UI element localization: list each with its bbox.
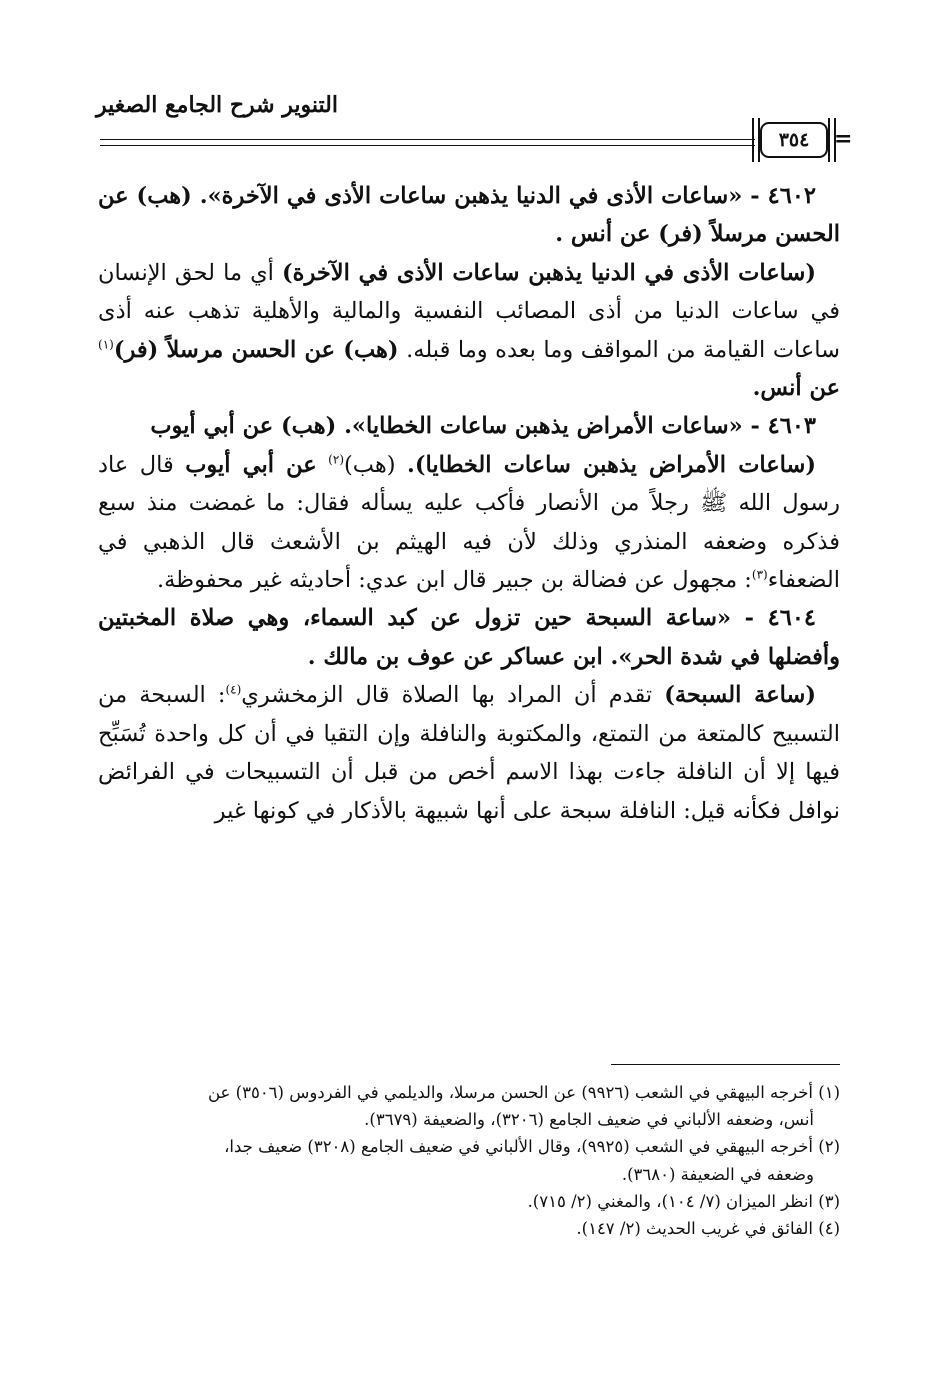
hadith-4602 (98, 177, 840, 254)
footnotes (98, 1079, 840, 1242)
commentary-source: (هب) عن الحسن مرسلاً (فر) (113, 336, 399, 363)
commentary-text-cont: : السبحة من التسبيح كالمتعة من التمتع، والمكتوبة والنافلة وإن التقيا في أن كل واحدة تُسَبِّح فيها إلا أن النافلة جاءت بهذا الاسم أخص من قبل أن التسبيحات في الفرائض نوافل فكأنه قيل: النافلة سبحة على أنها شبيهة بالأذكار في كونها غير (98, 682, 840, 824)
footnote-4: (٤) الفائق في غريب الحديث (٢/ ١٤٧). (576, 1219, 840, 1239)
commentary-4603 (98, 446, 840, 600)
footnote-ref-3: (٣) (751, 567, 768, 582)
main-text (98, 177, 840, 830)
footnote-3: (٣) انظر الميزان (٧/ ١٠٤)، والمغني (٢/ ٧١٥). (527, 1191, 840, 1211)
hadith-text: - «ساعة السبحة حين تزول عن كبد السماء، وهي صلاة المخبتين وأفضلها في شدة الحر». ابن عساكر عن عوف بن مالك . (98, 605, 840, 670)
commentary-text: تقدم أن المراد بها الصلاة قال الزمخشري (241, 682, 653, 709)
commentary-lemma: (ساعات الأذى في الدنيا يذهبن ساعات الأذى في الآخرة) (282, 259, 816, 286)
hadith-number: ٤٦٠٣ (767, 413, 816, 440)
commentary-lemma: (ساعات الأمراض يذهبن ساعات الخطايا). (407, 451, 817, 478)
header-rule-bottom (100, 145, 755, 146)
footnote-2: (٢) أخرجه البيهقي في الشعب (٩٩٢٥)، وقال الألباني في ضعيف الجامع (٣٢٠٨) ضعيف جدا، (224, 1137, 840, 1157)
footnote-1: (١) أخرجه البيهقي في الشعب (٩٩٢٦) عن الحسن مرسلا، والديلمي في الفردوس (٣٥٠٦) عن (208, 1083, 840, 1102)
hadith-text: - «ساعات الأمراض يذهبن ساعات الخطايا». (هب) عن أبي أيوب (150, 413, 760, 440)
footnote-ref-2: (٢) (328, 452, 344, 467)
commentary-source: (هب) (344, 451, 396, 478)
footnote-1-cont: أنس، وضعفه الألباني في ضعيف الجامع (٣٢٠٦)، والضعيفة (٣٦٧٩). (364, 1110, 814, 1130)
page-number: ٣٥٤ (760, 122, 828, 158)
commentary-4604 (98, 676, 840, 830)
hadith-text: - «ساعات الأذى في الدنيا يذهبن ساعات الأذى في الآخرة». (هب) عن الحسن مرسلاً (فر) عن أنس . (98, 183, 840, 248)
hadith-number: ٤٦٠٤ (767, 605, 816, 632)
footnote-ref-4: (٤) (225, 682, 242, 697)
commentary-source-end: عن أبي أيوب (185, 451, 317, 478)
footnote-separator (611, 1064, 840, 1065)
commentary-text: قال عاد رسول الله ﷺ رجلاً من الأنصار فأكب عليه يسأله فقال: ما غمضت منذ سبع فذكره وضعفه المنذري وذلك لأن فيه الهيثم بن الأشعث قال الذهبي في الضعفاء (98, 451, 840, 594)
header-rule-top (100, 139, 755, 140)
footnote-2-cont: وضعفه في الضعيفة (٣٦٨٠). (621, 1164, 814, 1184)
commentary-text: أي ما لحق الإنسان في ساعات الدنيا من أذى المصائب النفسية والمالية والأهلية تذهب عنه أذى ساعات القيامة من المواقف وما بعده وما قبله. (98, 259, 840, 363)
hadith-4603 (98, 407, 840, 445)
hadith-4604 (98, 599, 840, 676)
commentary-4602 (98, 254, 840, 408)
header-continuation-mark: = (834, 126, 853, 152)
commentary-lemma: (ساعة السبحة) (664, 682, 816, 709)
hadith-number: ٤٦٠٢ (767, 183, 816, 209)
commentary-source-end: عن أنس. (752, 375, 840, 402)
running-header-title: التنوير شرح الجامع الصغير (96, 92, 338, 118)
footnote-ref-1: (١) (98, 337, 114, 352)
commentary-text-cont: : مجهول عن فضالة بن جبير قال ابن عدي: أحاديثه غير محفوظة. (156, 567, 752, 594)
